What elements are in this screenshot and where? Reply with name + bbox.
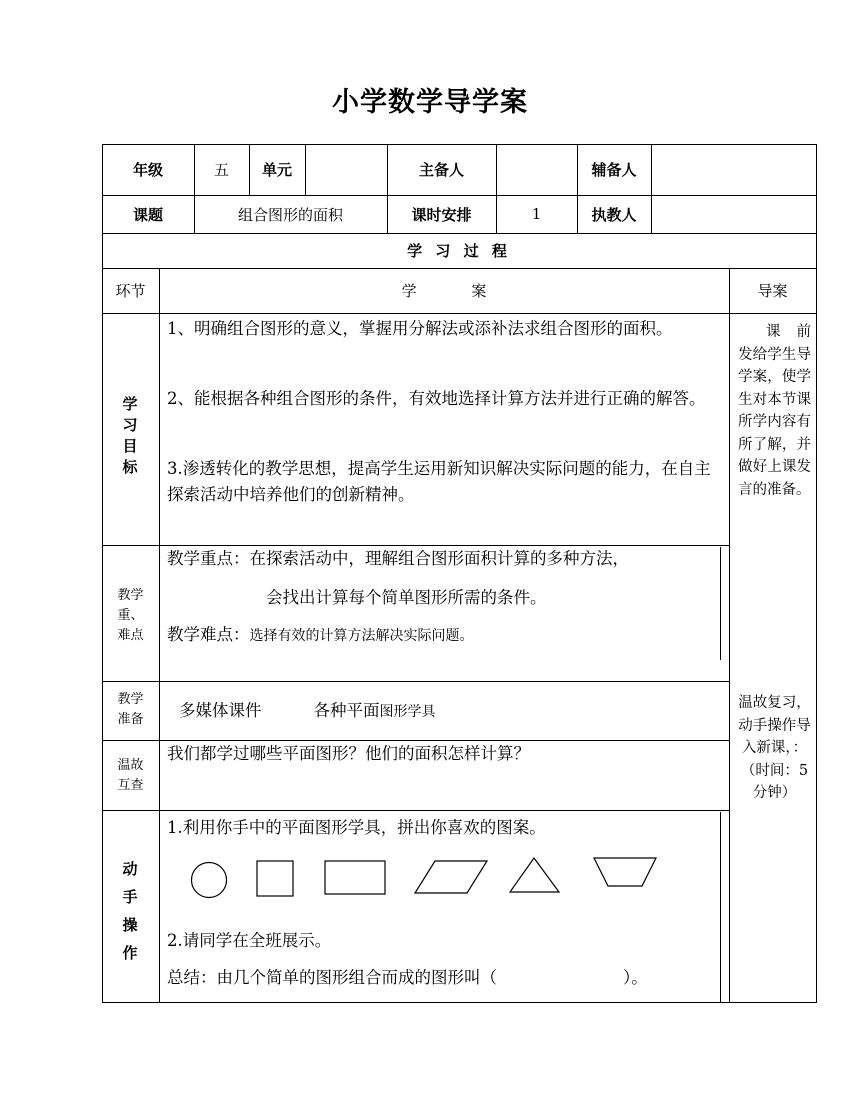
goal-item-2: 2、能根据各种组合图形的条件，有效地选择计算方法并进行正确的解答。: [167, 389, 706, 408]
circle-icon: [192, 863, 227, 898]
key-point-line-1: 教学重点：在探索活动中，理解组合图形面积计算的多种方法，: [167, 549, 629, 568]
review-label: 温故 互查: [117, 758, 144, 793]
review-question: 我们都学过哪些平面图形？他们的面积怎样计算？: [167, 744, 530, 763]
prep-item-multimedia: 多媒体课件: [179, 701, 262, 720]
difficulty-line: [167, 622, 474, 649]
topic-value: 组合图形的面积: [237, 205, 343, 224]
period-value: 1: [531, 205, 542, 223]
stage-column-header: 环节: [115, 282, 146, 300]
page-title: 小学数学导学案: [332, 87, 528, 118]
difficulty-label: 教学难点：: [167, 625, 250, 644]
lead-preparer-value: [496, 144, 577, 195]
summary-prefix: 总结：由几个简单的图形组合而成的图形叫（: [167, 968, 497, 987]
unit-label: 单元: [261, 161, 292, 179]
difficulty-text: 选择有效的计算方法解决实际问题。: [249, 628, 474, 644]
prep-items: [179, 698, 436, 725]
grade-value: 五: [213, 161, 229, 179]
grade-label: 年级: [132, 161, 163, 179]
summary-line: [167, 965, 648, 991]
process-title: 学 习 过 程: [407, 242, 511, 260]
key-points-label: 教学 重、 难点: [117, 588, 144, 643]
goal-item-3: 3.渗透转化的教学思想，提高学生运用新知识解决实际问题的能力，在自主探索活动中培养他们的创新精神。: [167, 459, 711, 504]
goal-item-1: 1、明确组合图形的意义，掌握用分解法或添补法求组合图形的面积。: [167, 319, 673, 338]
summary-suffix: ）。: [623, 968, 648, 987]
guide-column-header: 导案: [757, 282, 788, 300]
rectangle-icon: [325, 861, 385, 894]
hands-on-label: 动 手 操 作: [122, 860, 138, 962]
prep-label: 教学 准备: [117, 692, 144, 727]
teacher-value: [651, 195, 816, 233]
unit-value: [305, 144, 387, 195]
triangle-icon: [510, 858, 559, 892]
assistant-preparer-label: 辅备人: [591, 161, 637, 179]
prep-item-shapes: 各种平面: [313, 701, 380, 720]
guide-note-1: 课 前发给学生导学案，使学生对本节课所学内容有所了解，并做好上课发言的准备。: [738, 324, 811, 498]
plan-column-header: 学 案: [401, 282, 487, 300]
prep-item-shapes-suffix: 图形学具: [379, 704, 436, 720]
goals-label: 学 习 目 标: [122, 395, 138, 476]
hands-on-step-2: 2.请同学在全班展示。: [167, 931, 332, 950]
hands-on-step-1: 1.利用你手中的平面图形学具，拼出你喜欢的图案。: [167, 818, 546, 837]
period-label: 课时安排: [411, 205, 472, 224]
guide-note-2: 温故复习，动手操作导入新课，：（时间：5分钟）: [738, 695, 811, 801]
key-point-line-2: 会找出计算每个简单图形所需的条件。: [266, 588, 547, 607]
square-icon: [257, 861, 293, 896]
shapes-row: [180, 850, 670, 900]
topic-label: 课题: [132, 205, 163, 224]
assistant-preparer-value: [651, 144, 816, 195]
teacher-label: 执教人: [591, 205, 637, 224]
lead-preparer-label: 主备人: [418, 161, 464, 179]
parallelogram-icon: [415, 861, 487, 893]
trapezoid-icon: [594, 858, 656, 886]
